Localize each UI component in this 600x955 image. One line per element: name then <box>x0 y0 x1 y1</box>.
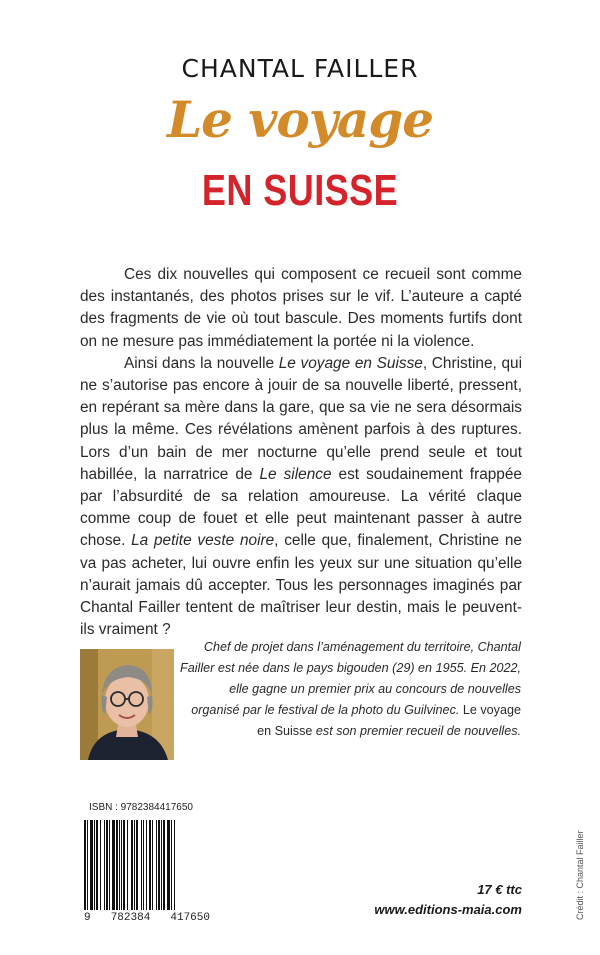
author-photo <box>80 649 174 760</box>
barcode-bar <box>106 820 108 910</box>
barcode-bar <box>127 820 128 910</box>
blurb-paragraph-1: Ces dix nouvelles qui composent ce recueil sont comme des instantanés, des photos prises sur le vif. L’auteure a capté des fragments de vie où tout bascule. Des moments furtifs dont on ne mesure pas immédiatement la portée ni la violence. <box>80 266 522 350</box>
barcode-digits <box>84 912 210 924</box>
barcode-digit-group: 417650 <box>170 912 210 924</box>
barcode-bar <box>109 820 110 910</box>
barcode-digit-group: 9 <box>84 912 91 924</box>
story-title: La petite veste noire <box>131 532 275 550</box>
barcode-bar <box>156 820 157 910</box>
publisher-website: www.editions-maia.com <box>374 902 522 917</box>
bio-text: Chef de projet dans l’aménagement du territoire, Chantal Failler est née dans le pays bigouden (29) en 1955. En 2022, elle gagne un premier prix au concours de nouvelles organisé par le festival de la photo du Guilvinec. <box>180 640 521 717</box>
book-title-line2: EN SUISSE <box>201 166 399 215</box>
barcode-bar <box>121 820 122 910</box>
barcode-bar <box>119 820 120 910</box>
barcode-bar <box>116 820 118 910</box>
isbn-label: ISBN : 9782384417650 <box>89 802 193 813</box>
barcode-bar <box>87 820 88 910</box>
back-cover-blurb <box>80 264 522 641</box>
blurb-text: , celle que, finalement, Christine ne va pas acheter, lui ouvre enfin les yeux sur une situation qu’elle n’aurait jamais dû accepter. Tous les personnages imaginés par Chantal Failler tentent de maîtriser leur destin, mais le peuvent-ils vraiment ? <box>80 532 522 639</box>
barcode-bar <box>158 820 160 910</box>
book-title-line1: Le voyage <box>167 90 433 149</box>
blurb-text: est soudainement frappée par l’absurdité de sa relation amoureuse. La vérité claque comme coup de fouet et elle peut maintenant passer à autre chose. <box>80 465 522 550</box>
barcode-bar <box>163 820 165 910</box>
author-name: CHANTAL FAILLER <box>181 54 419 83</box>
barcode-bar <box>171 820 172 910</box>
bio-text-end: est son premier recueil de nouvelles. <box>312 724 521 738</box>
story-title: Le silence <box>259 465 332 483</box>
barcode-bar <box>104 820 105 910</box>
barcode-bar <box>134 820 135 910</box>
photo-credit: Crédit : Chantal Failler <box>575 830 585 920</box>
bio-book-title: Le voyage en Suisse <box>257 703 521 738</box>
author-portrait-image <box>80 649 174 760</box>
barcode-bar <box>84 820 86 910</box>
barcode-bar <box>149 820 151 910</box>
barcode-bar <box>100 820 101 910</box>
price: 17 € ttc <box>477 882 522 897</box>
barcode-bar <box>136 820 138 910</box>
barcode-digit-group: 782384 <box>110 912 151 924</box>
barcode-bar <box>152 820 153 910</box>
barcode-bar <box>96 820 98 910</box>
barcode-bar <box>146 820 147 910</box>
barcode-bar <box>90 820 93 910</box>
story-title: Le voyage en Suisse <box>278 354 423 372</box>
blurb-text: , Christine, qui ne s’autorise pas encore à jouir de sa nouvelle liberté, pressent, en repérant sa mère dans la gare, que sa vie ne sera désormais plus la même. Ces révélations amènent parfois à des ruptures. Lors d’un bain de mer nocturne qu’elle prend seule et tout habillée, la narratrice de <box>80 354 523 483</box>
barcode-bar <box>94 820 95 910</box>
barcode <box>84 820 210 910</box>
author-bio <box>180 637 521 742</box>
barcode-bar <box>141 820 142 910</box>
barcode-bars <box>84 820 210 910</box>
barcode-bar <box>123 820 125 910</box>
blurb-paragraph-2 <box>80 353 522 642</box>
barcode-bar <box>143 820 144 910</box>
barcode-bar <box>174 820 175 910</box>
barcode-bar <box>131 820 133 910</box>
barcode-bar <box>161 820 162 910</box>
barcode-bar <box>112 820 115 910</box>
barcode-bar <box>167 820 170 910</box>
blurb-text: Ainsi dans la nouvelle <box>124 354 279 372</box>
